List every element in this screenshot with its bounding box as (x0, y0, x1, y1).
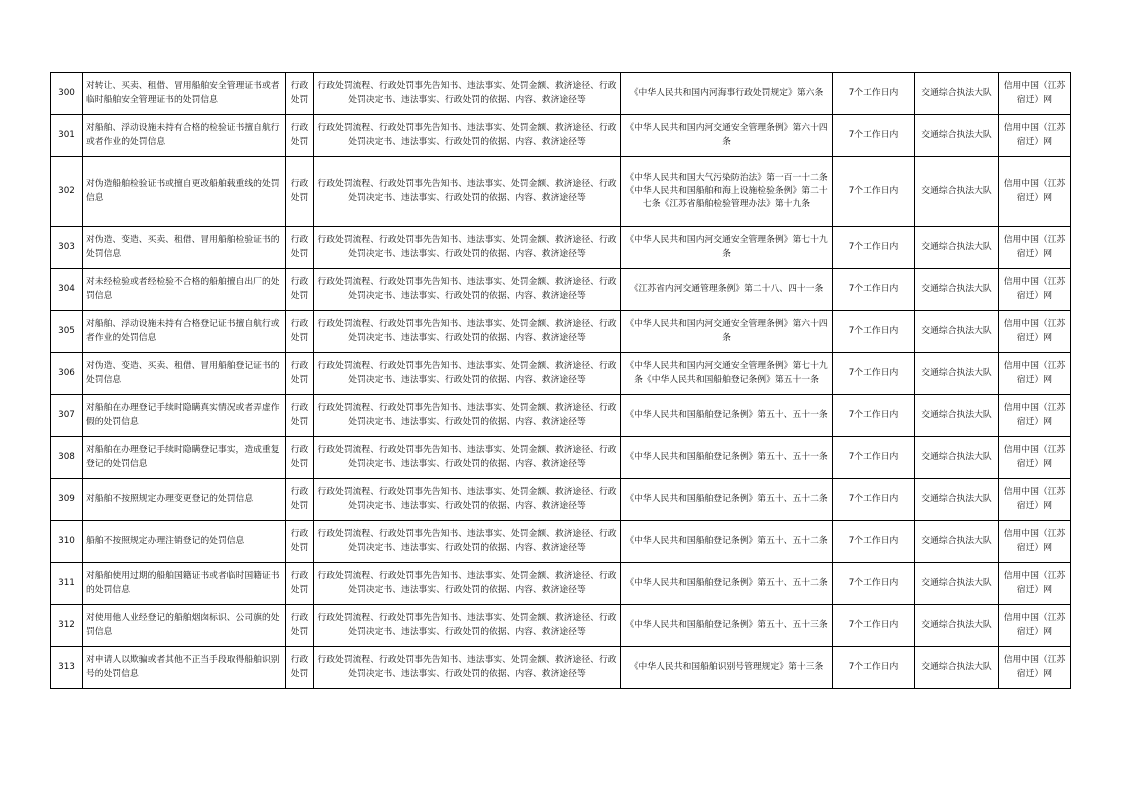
disclosure-content-cell: 行政处罚流程、行政处罚事先告知书、违法事实、处罚金额、救济途径、行政处罚决定书、违法事实、行政处罚的依据、内容、救济途径等 (314, 647, 621, 689)
time-limit-cell: 7个工作日内 (833, 647, 915, 689)
time-limit-cell: 7个工作日内 (833, 479, 915, 521)
category-cell: 行政处罚 (286, 157, 314, 227)
table-row (51, 269, 1071, 311)
row-number-cell: 313 (51, 647, 83, 689)
table-row (51, 563, 1071, 605)
legal-basis-cell: 《中华人民共和国船舶登记条例》第五十、五十一条 (621, 395, 833, 437)
category-cell: 行政处罚 (286, 353, 314, 395)
category-cell: 行政处罚 (286, 437, 314, 479)
disclosure-content-cell: 行政处罚流程、行政处罚事先告知书、违法事实、处罚金额、救济途径、行政处罚决定书、违法事实、行政处罚的依据、内容、救济途径等 (314, 115, 621, 157)
row-number-cell: 307 (51, 395, 83, 437)
time-limit-cell: 7个工作日内 (833, 157, 915, 227)
agency-cell: 交通综合执法大队 (915, 115, 999, 157)
item-name-cell: 对船舶、浮动设施未持有合格的检验证书擅自航行或者作业的处罚信息 (83, 115, 286, 157)
row-number-cell: 302 (51, 157, 83, 227)
item-name-cell: 对船舶在办理登记手续时隐瞒登记事实，造成重复登记的处罚信息 (83, 437, 286, 479)
row-number-cell: 303 (51, 227, 83, 269)
agency-cell: 交通综合执法大队 (915, 479, 999, 521)
row-number-cell: 312 (51, 605, 83, 647)
category-cell: 行政处罚 (286, 73, 314, 115)
item-name-cell: 对船舶在办理登记手续时隐瞒真实情况或者弄虚作假的处罚信息 (83, 395, 286, 437)
row-number-cell: 311 (51, 563, 83, 605)
table-row (51, 605, 1071, 647)
table-row (51, 157, 1071, 227)
row-number-cell: 306 (51, 353, 83, 395)
time-limit-cell: 7个工作日内 (833, 605, 915, 647)
table-body (51, 73, 1071, 689)
category-cell: 行政处罚 (286, 269, 314, 311)
platform-cell: 信用中国（江苏宿迁）网 (999, 157, 1071, 227)
item-name-cell: 对转让、买卖、租借、冒用船舶安全管理证书或者临时船舶安全管理证书的处罚信息 (83, 73, 286, 115)
item-name-cell: 对船舶、浮动设施未持有合格登记证书擅自航行或者作业的处罚信息 (83, 311, 286, 353)
item-name-cell: 对申请人以欺骗或者其他不正当手段取得船舶识别号的处罚信息 (83, 647, 286, 689)
table-row (51, 353, 1071, 395)
category-cell: 行政处罚 (286, 395, 314, 437)
row-number-cell: 304 (51, 269, 83, 311)
row-number-cell: 300 (51, 73, 83, 115)
disclosure-content-cell: 行政处罚流程、行政处罚事先告知书、违法事实、处罚金额、救济途径、行政处罚决定书、违法事实、行政处罚的依据、内容、救济途径等 (314, 227, 621, 269)
legal-basis-cell: 《中华人民共和国船舶识别号管理规定》第十三条 (621, 647, 833, 689)
legal-basis-cell: 《中华人民共和国船舶登记条例》第五十、五十二条 (621, 563, 833, 605)
table-row (51, 437, 1071, 479)
category-cell: 行政处罚 (286, 311, 314, 353)
agency-cell: 交通综合执法大队 (915, 73, 999, 115)
agency-cell: 交通综合执法大队 (915, 437, 999, 479)
platform-cell: 信用中国（江苏宿迁）网 (999, 73, 1071, 115)
legal-basis-cell: 《中华人民共和国船舶登记条例》第五十、五十三条 (621, 605, 833, 647)
platform-cell: 信用中国（江苏宿迁）网 (999, 605, 1071, 647)
platform-cell: 信用中国（江苏宿迁）网 (999, 437, 1071, 479)
item-name-cell: 对伪造、变造、买卖、租借、冒用船舶检验证书的处罚信息 (83, 227, 286, 269)
item-name-cell: 对未经检验或者经检验不合格的船舶擅自出厂的处罚信息 (83, 269, 286, 311)
table-row (51, 647, 1071, 689)
agency-cell: 交通综合执法大队 (915, 605, 999, 647)
platform-cell: 信用中国（江苏宿迁）网 (999, 479, 1071, 521)
time-limit-cell: 7个工作日内 (833, 227, 915, 269)
platform-cell: 信用中国（江苏宿迁）网 (999, 353, 1071, 395)
disclosure-content-cell: 行政处罚流程、行政处罚事先告知书、违法事实、处罚金额、救济途径、行政处罚决定书、违法事实、行政处罚的依据、内容、救济途径等 (314, 311, 621, 353)
agency-cell: 交通综合执法大队 (915, 563, 999, 605)
platform-cell: 信用中国（江苏宿迁）网 (999, 395, 1071, 437)
time-limit-cell: 7个工作日内 (833, 115, 915, 157)
time-limit-cell: 7个工作日内 (833, 73, 915, 115)
disclosure-content-cell: 行政处罚流程、行政处罚事先告知书、违法事实、处罚金额、救济途径、行政处罚决定书、违法事实、行政处罚的依据、内容、救济途径等 (314, 353, 621, 395)
platform-cell: 信用中国（江苏宿迁）网 (999, 563, 1071, 605)
table-row (51, 395, 1071, 437)
table-row (51, 479, 1071, 521)
agency-cell: 交通综合执法大队 (915, 647, 999, 689)
time-limit-cell: 7个工作日内 (833, 521, 915, 563)
legal-basis-cell: 《中华人民共和国内河交通安全管理条例》第七十九条 (621, 227, 833, 269)
legal-basis-cell: 《中华人民共和国船舶登记条例》第五十、五十一条 (621, 437, 833, 479)
row-number-cell: 310 (51, 521, 83, 563)
time-limit-cell: 7个工作日内 (833, 269, 915, 311)
disclosure-content-cell: 行政处罚流程、行政处罚事先告知书、违法事实、处罚金额、救济途径、行政处罚决定书、违法事实、行政处罚的依据、内容、救济途径等 (314, 395, 621, 437)
row-number-cell: 308 (51, 437, 83, 479)
agency-cell: 交通综合执法大队 (915, 395, 999, 437)
time-limit-cell: 7个工作日内 (833, 395, 915, 437)
time-limit-cell: 7个工作日内 (833, 311, 915, 353)
time-limit-cell: 7个工作日内 (833, 437, 915, 479)
disclosure-content-cell: 行政处罚流程、行政处罚事先告知书、违法事实、处罚金额、救济途径、行政处罚决定书、违法事实、行政处罚的依据、内容、救济途径等 (314, 479, 621, 521)
category-cell: 行政处罚 (286, 115, 314, 157)
platform-cell: 信用中国（江苏宿迁）网 (999, 115, 1071, 157)
legal-basis-cell: 《中华人民共和国内河交通安全管理条例》第七十九条《中华人民共和国船舶登记条例》第五十一条 (621, 353, 833, 395)
disclosure-content-cell: 行政处罚流程、行政处罚事先告知书、违法事实、处罚金额、救济途径、行政处罚决定书、违法事实、行政处罚的依据、内容、救济途径等 (314, 521, 621, 563)
row-number-cell: 305 (51, 311, 83, 353)
agency-cell: 交通综合执法大队 (915, 521, 999, 563)
item-name-cell: 船舶不按照规定办理注销登记的处罚信息 (83, 521, 286, 563)
table-row (51, 227, 1071, 269)
item-name-cell: 对伪造、变造、买卖、租借、冒用船舶登记证书的处罚信息 (83, 353, 286, 395)
platform-cell: 信用中国（江苏宿迁）网 (999, 269, 1071, 311)
platform-cell: 信用中国（江苏宿迁）网 (999, 521, 1071, 563)
category-cell: 行政处罚 (286, 479, 314, 521)
legal-basis-cell: 《中华人民共和国大气污染防治法》第一百一十二条《中华人民共和国船舶和海上设施检验条例》第二十七条《江苏省船舶检验管理办法》第十九条 (621, 157, 833, 227)
agency-cell: 交通综合执法大队 (915, 311, 999, 353)
row-number-cell: 301 (51, 115, 83, 157)
category-cell: 行政处罚 (286, 521, 314, 563)
item-name-cell: 对伪造船舶检验证书或擅自更改船舶载重线的处罚信息 (83, 157, 286, 227)
penalty-info-table (50, 72, 1071, 689)
table-row (51, 521, 1071, 563)
category-cell: 行政处罚 (286, 563, 314, 605)
legal-basis-cell: 《中华人民共和国内河海事行政处罚规定》第六条 (621, 73, 833, 115)
category-cell: 行政处罚 (286, 647, 314, 689)
item-name-cell: 对船舶不按照规定办理变更登记的处罚信息 (83, 479, 286, 521)
disclosure-content-cell: 行政处罚流程、行政处罚事先告知书、违法事实、处罚金额、救济途径、行政处罚决定书、违法事实、行政处罚的依据、内容、救济途径等 (314, 269, 621, 311)
platform-cell: 信用中国（江苏宿迁）网 (999, 311, 1071, 353)
agency-cell: 交通综合执法大队 (915, 353, 999, 395)
legal-basis-cell: 《中华人民共和国内河交通安全管理条例》第六十四条 (621, 311, 833, 353)
disclosure-content-cell: 行政处罚流程、行政处罚事先告知书、违法事实、处罚金额、救济途径、行政处罚决定书、违法事实、行政处罚的依据、内容、救济途径等 (314, 563, 621, 605)
penalty-info-table-container (50, 72, 1070, 689)
time-limit-cell: 7个工作日内 (833, 563, 915, 605)
table-row (51, 115, 1071, 157)
table-row (51, 311, 1071, 353)
legal-basis-cell: 《江苏省内河交通管理条例》第二十八、四十一条 (621, 269, 833, 311)
platform-cell: 信用中国（江苏宿迁）网 (999, 647, 1071, 689)
category-cell: 行政处罚 (286, 605, 314, 647)
legal-basis-cell: 《中华人民共和国船舶登记条例》第五十、五十二条 (621, 479, 833, 521)
agency-cell: 交通综合执法大队 (915, 157, 999, 227)
row-number-cell: 309 (51, 479, 83, 521)
category-cell: 行政处罚 (286, 227, 314, 269)
disclosure-content-cell: 行政处罚流程、行政处罚事先告知书、违法事实、处罚金额、救济途径、行政处罚决定书、违法事实、行政处罚的依据、内容、救济途径等 (314, 437, 621, 479)
agency-cell: 交通综合执法大队 (915, 227, 999, 269)
item-name-cell: 对使用他人业经登记的船舶烟囱标识、公司旗的处罚信息 (83, 605, 286, 647)
item-name-cell: 对船舶使用过期的船舶国籍证书或者临时国籍证书的处罚信息 (83, 563, 286, 605)
table-row (51, 73, 1071, 115)
disclosure-content-cell: 行政处罚流程、行政处罚事先告知书、违法事实、处罚金额、救济途径、行政处罚决定书、违法事实、行政处罚的依据、内容、救济途径等 (314, 73, 621, 115)
legal-basis-cell: 《中华人民共和国内河交通安全管理条例》第六十四条 (621, 115, 833, 157)
legal-basis-cell: 《中华人民共和国船舶登记条例》第五十、五十二条 (621, 521, 833, 563)
time-limit-cell: 7个工作日内 (833, 353, 915, 395)
agency-cell: 交通综合执法大队 (915, 269, 999, 311)
disclosure-content-cell: 行政处罚流程、行政处罚事先告知书、违法事实、处罚金额、救济途径、行政处罚决定书、违法事实、行政处罚的依据、内容、救济途径等 (314, 157, 621, 227)
disclosure-content-cell: 行政处罚流程、行政处罚事先告知书、违法事实、处罚金额、救济途径、行政处罚决定书、违法事实、行政处罚的依据、内容、救济途径等 (314, 605, 621, 647)
platform-cell: 信用中国（江苏宿迁）网 (999, 227, 1071, 269)
